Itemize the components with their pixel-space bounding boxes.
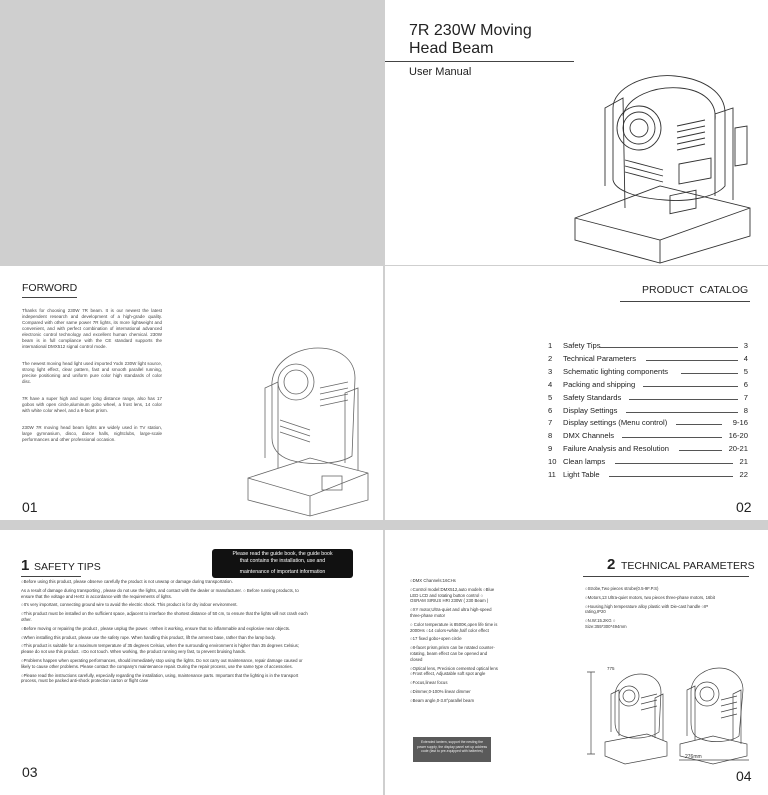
catalog-item-number: 1	[548, 341, 553, 350]
safety-notice-line-1: Please read the guide book, the guide book	[232, 551, 333, 557]
catalog-item[interactable]	[548, 431, 750, 443]
dimension-drawing	[585, 662, 755, 766]
safety-heading-number: 1	[21, 557, 30, 574]
technical-page-number: 04	[736, 768, 752, 784]
catalog-item-number: 5	[548, 392, 553, 402]
foreword-paragraph-1: Thanks for choosing 230W 7R beam. It is our newest the latest independent research and development of a high-grade quality. Compared with other same power 7R lights, its more lightweight and convenient, and with perfect combination of international advanced electronic control technology and excellent human chemical. 230W beam is in full compliance with the CE standard supports the international DMX512 signal control mode.	[22, 308, 162, 349]
foreword-underline	[22, 297, 77, 298]
safety-paragraph-5: ○Before moving or repairing the product , please unplug the power. ○When it working, ensure that no inflammable and explosive near objects.	[21, 625, 291, 631]
catalog-item[interactable]	[548, 341, 750, 353]
safety-paragraph-3: ○It's very important, connecting ground wire to avoid the electric shock. This product is for dry indoor environment.	[21, 602, 238, 608]
catalog-item-page: 3	[743, 341, 748, 350]
safety-page-number: 03	[22, 764, 38, 780]
technical-left-item-2: ○Control model:DMX512,auto models ○Blue LED LCD and rotating button control ○ OSRAM SIRIUS HRI 230W ( 230 Beam )	[410, 586, 495, 604]
safety-paragraph-1: ○Before using this product, please observe carefully the product is not unwrap or damage during transportation.	[21, 579, 233, 584]
catalog-item-title: Technical Parameters	[563, 353, 637, 363]
catalog-item-leader	[622, 437, 722, 438]
catalog-item-page: 9-16	[732, 418, 748, 428]
foreword-page	[0, 266, 383, 520]
technical-left-item-6: ○8-facet prism,prism can be rotated counter-rotating, beam effect can be opened and closed	[410, 645, 495, 662]
safety-heading-underline	[21, 576, 81, 577]
catalog-item-page: 21	[739, 457, 748, 467]
technical-note-line-3: code (fast to pre-equipped with batteries)	[421, 749, 483, 754]
catalog-item-title: Safety Tips	[563, 341, 601, 350]
cover-page	[385, 0, 768, 265]
technical-left-item-10: ○Beam angle,0-3.8°parallel beam	[410, 697, 475, 703]
catalog-item-number: 6	[548, 405, 553, 415]
catalog-item-page: 6	[743, 379, 748, 389]
catalog-item[interactable]	[548, 444, 750, 456]
catalog-item-page: 20-21	[728, 444, 748, 454]
catalog-item-number: 9	[548, 444, 553, 454]
catalog-item-number: 7	[548, 418, 553, 428]
foreword-moving-head-illustration	[240, 338, 375, 518]
technical-right-item-4: ○N.W:15.2KG ○ Size:355*300*494mm	[585, 618, 627, 629]
catalog-item-title: Failure Analysis and Resolution	[563, 444, 669, 454]
dimension-label-width: 276mm	[685, 754, 702, 760]
safety-notice-line-3: maintenance of important information	[239, 569, 326, 575]
cover-divider	[385, 61, 574, 62]
catalog-item[interactable]	[548, 418, 750, 430]
catalog-page-number: 02	[736, 499, 752, 515]
catalog-item-number: 4	[548, 379, 553, 389]
technical-right-column	[585, 586, 730, 633]
foreword-paragraph-4: 230W 7R moving head beam lights are widely used in TV station, large gymnasium, disco, dance halls, nightclubs, large-scale performances and other professional occasion.	[22, 425, 162, 442]
safety-paragraph-6: ○When installing this product, please use the safety rope. When handling this product, lift the armrest base, rather than the lamp body.	[21, 634, 276, 640]
technical-heading: TECHNICAL PARAMETERS	[621, 560, 755, 572]
catalog-item-leader	[643, 386, 738, 387]
technical-left-item-1: ○DMX Channels:16CHs	[410, 578, 456, 583]
cover-title-line1: 7R 230W Moving	[409, 22, 532, 39]
catalog-item-page: 7	[743, 392, 748, 402]
dimension-label-height: 775	[607, 666, 615, 671]
catalog-item-title: Display Settings	[563, 405, 618, 415]
technical-left-item-9: ○Dimmer,0-100% linear dimmer	[410, 688, 471, 694]
technical-note-line-2: power supply, the display panel set up address	[416, 744, 488, 749]
technical-right-item-2: ○Motors,13 Ultra-quiet motors, two pieces three-phase motors, 16bit	[585, 594, 715, 600]
catalog-item-number: 3	[548, 366, 553, 376]
technical-left-item-4: ○ Color temperature is 8500K,open life time is 2000Hs ○14 colors+white,half color effect	[410, 621, 498, 633]
catalog-item-leader	[676, 424, 722, 425]
catalog-item-title: DMX Channels	[563, 431, 615, 441]
safety-paragraph-7: ○This product is suitable for a maximum temperature of 35 degrees Celsius, when the surrounding environment is higher than 35 degrees Celsius; please do not use this product. ○Do not touch. When working, the product running very fast, to prevent bruising hands.	[21, 643, 299, 655]
safety-body	[21, 579, 311, 687]
catalog-item-leader	[600, 347, 738, 348]
technical-left-item-7: ○Optical lens, Precision cemented optical lens ○Frost effect, Adjustable soft spot angle	[410, 665, 498, 677]
catalog-item[interactable]	[548, 393, 750, 405]
catalog-item-page: 22	[739, 470, 748, 479]
technical-left-item-5: ○17 fixed gobo+open circle	[410, 636, 462, 642]
catalog-item[interactable]	[548, 406, 750, 418]
catalog-item-leader	[626, 412, 738, 413]
technical-left-item-3: ○XY motor,Ultra-quiet and ultra high-speed three-phase motor	[410, 607, 492, 618]
safety-paragraph-2: As a result of damage during transporting , please do not use the lights, and contact with the dealer or manufacturer. ○ Before running products, to ensure that the voltage and Hertz in accordance with the requirements of lights.	[21, 587, 299, 599]
catalog-item-page: 8	[743, 405, 748, 415]
technical-left-column	[410, 578, 498, 707]
safety-paragraph-4: ○This product must be installed on the sufficient space, adjacent to interface the shortest distance of 50 cm, to ensure that the lights will not crash each other.	[21, 611, 308, 622]
catalog-heading-line	[620, 301, 750, 302]
cover-subtitle: User Manual	[409, 66, 472, 78]
moving-head-illustration	[565, 68, 760, 264]
technical-right-item-1: ○Strobe,Two pieces strobe(0.5-9F.P.S)	[585, 586, 659, 591]
foreword-paragraph-2: The newest moving head light used imported Yodn 230W light source, strong light effect, clear pattern, fast and smooth parallel running, precise positioning and uniform pure color high standards of color disc.	[22, 361, 162, 384]
cover-title-line2: Head Beam	[409, 40, 494, 57]
safety-paragraph-8: ○Problems happen when operating performances, should immediately stop using the lights. Do not carry out maintenance, repair damage caused or likely to cause other problems. Please contact the company's maintenance repair. During the repair process, use the same type of accessories.	[21, 657, 303, 669]
catalog-item-page: 4	[743, 353, 748, 363]
technical-left-item-8: ○Focus,linear focus	[410, 680, 448, 686]
catalog-item-title: Light Table	[563, 470, 600, 479]
catalog-item-number: 11	[548, 470, 556, 479]
catalog-item-leader	[629, 399, 738, 400]
catalog-item-title: Schematic lighting components	[563, 366, 669, 376]
catalog-item-title: Safety Standards	[563, 392, 622, 402]
safety-notice-box	[212, 549, 353, 578]
catalog-item[interactable]	[548, 457, 750, 469]
safety-page	[0, 530, 383, 795]
foreword-paragraph-3: 7R have a super high and super long distance range, also has 17 gobos with open circle,aluminum gobo wheel, a frost lens, 14 color with white color wheel, and a 8-facet prism.	[22, 396, 162, 413]
technical-note-line-1: Extended lantern, support the nesting the	[420, 740, 484, 744]
catalog-item-leader	[681, 373, 738, 374]
safety-paragraph-9: ○Please read the instructions carefully, especially regarding the installation, using, maintenance parts. Important that the lighting is in the transport process, must be packed anti-shock protection carton or flight case	[21, 672, 299, 684]
catalog-item-page: 5	[743, 366, 748, 376]
catalog-item-title: Display settings (Menu control)	[563, 418, 668, 428]
foreword-heading: FORWORD	[22, 282, 78, 294]
technical-heading-number: 2	[607, 556, 616, 573]
safety-heading: SAFETY TIPS	[34, 561, 101, 573]
catalog-item-page: 16-20	[728, 431, 748, 441]
catalog-item-leader	[679, 450, 722, 451]
catalog-item-number: 2	[548, 353, 553, 363]
catalog-item-number: 10	[548, 457, 557, 467]
catalog-item-leader	[615, 463, 733, 464]
catalog-item-leader	[646, 360, 738, 361]
safety-notice-line-2: that contains the installation, use and	[239, 558, 326, 564]
catalog-item-leader	[609, 476, 733, 477]
technical-page	[385, 530, 768, 795]
foreword-body	[22, 308, 162, 454]
catalog-heading: PRODUCT CATALOG	[642, 284, 749, 296]
catalog-item-title: Packing and shipping	[563, 379, 636, 389]
catalog-item-number: 8	[548, 431, 553, 441]
catalog-item[interactable]	[548, 380, 750, 392]
catalog-item-title: Clean lamps	[563, 457, 606, 467]
technical-heading-underline	[583, 576, 749, 577]
catalog-item[interactable]	[548, 470, 750, 482]
foreword-page-number: 01	[22, 499, 38, 515]
catalog-item[interactable]	[548, 367, 750, 379]
catalog-item[interactable]	[548, 354, 750, 366]
technical-right-item-3: ○Housing,high temperature alloy plastic with Die-cast handle ○IP rating,IP20	[585, 603, 709, 615]
technical-note-box	[413, 737, 491, 762]
